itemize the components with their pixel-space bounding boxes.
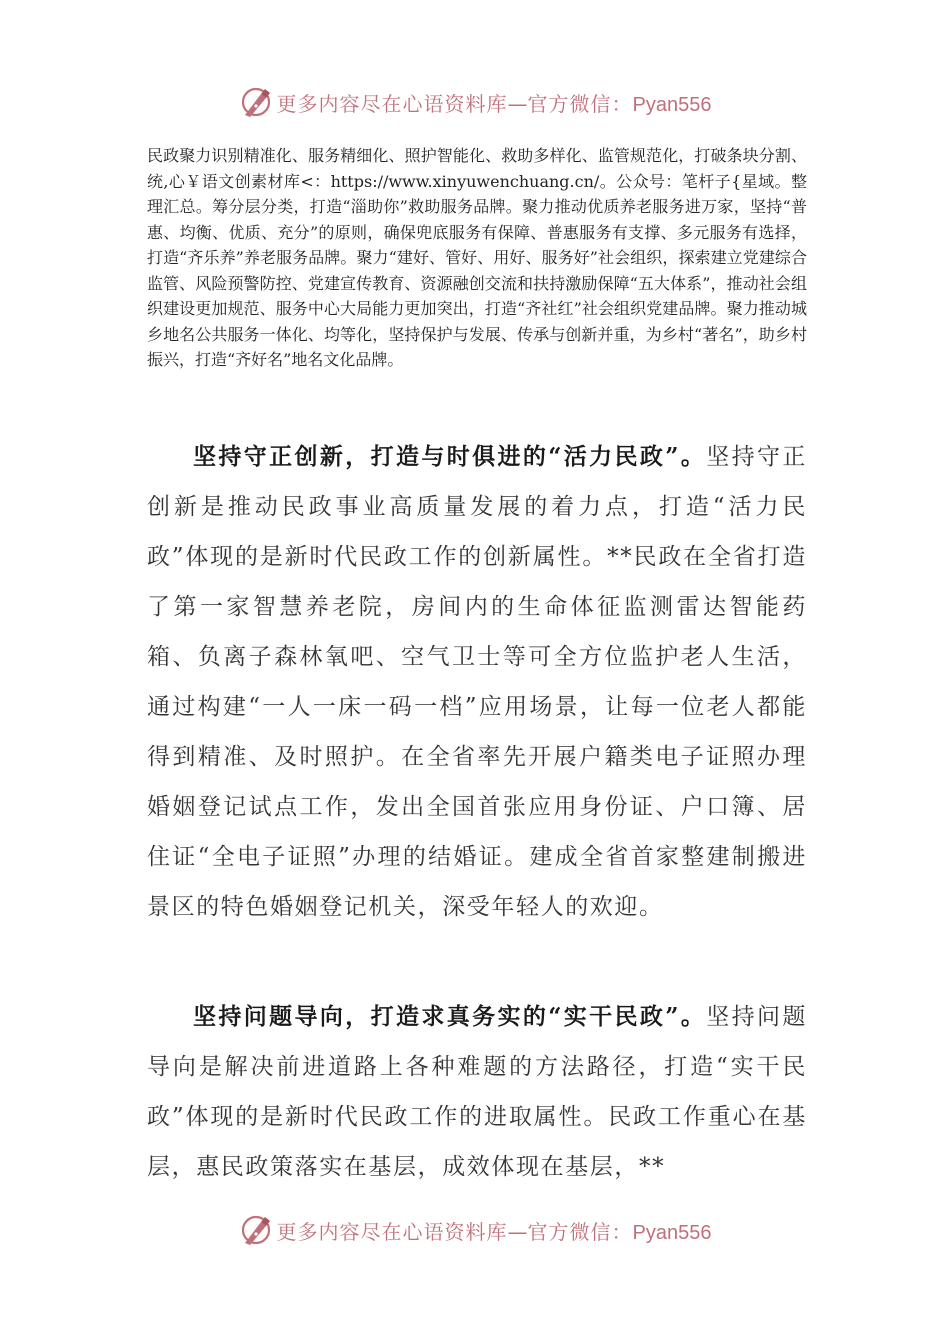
paragraph-practical xyxy=(147,992,807,1192)
paragraph-body: 坚持守正创新是推动民政事业高质量发展的着力点，打造“活力民政”体现的是新时代民政工作的创新属性。**民政在全省打造了第一家智慧养老院，房间内的生命体征监测雷达智能药箱、负离子森林氧吧、空气卫士等可全方位监护老人生活，通过构建“一人一床一码一档”应用场景，让每一位老人都能得到精准、及时照护。在全省率先开展户籍类电子证照办理婚姻登记试点工作，发出全国首张应用身份证、户口簿、居住证“全电子证照”办理的结婚证。建成全省首家整建制搬进景区的特色婚姻登记机关，深受年轻人的欢迎。 xyxy=(147,444,807,920)
watermark-text: 更多内容尽在心语资料库—官方微信：Pyan556 xyxy=(276,91,712,116)
watermark-text: 更多内容尽在心语资料库—官方微信：Pyan556 xyxy=(276,1219,712,1244)
paragraph-intro: 民政聚力识别精准化、服务精细化、照护智能化、救助多样化、监管规范化，打破条块分割、统,心￥语文创素材库<：https://www.xinyuwenchuang.cn/。公众号：笔杆子{星域。整理汇总。筹分层分类，打造“淄助你”救助服务品牌。聚力推动优质养老服务进万家，坚持“普惠、均衡、优质、充分”的原则，确保兜底服务有保障、普惠服务有支撑、多元服务有选择，打造“齐乐养”养老服务品牌。聚力“建好、管好、用好、服务好”社会组织，探索建立党建综合监管、风险预警防控、党建宣传教育、资源融创交流和扶持激励保障“五大体系”，推动社会组织建设更加规范、服务中心大局能力更加突出，打造“齐社红”社会组织党建品牌。聚力推动城乡地名公共服务一体化、均等化，坚持保护与发展、传承与创新并重，为乡村“著名”，助乡村振兴，打造“齐好名”地名文化品牌。 xyxy=(147,146,807,369)
paragraph-heading: 坚持守正创新，打造与时俱进的“活力民政”。 xyxy=(193,443,707,470)
pen-nib-logo-icon xyxy=(239,85,273,119)
wechat-id: Pyan556 xyxy=(632,93,712,116)
wechat-id: Pyan556 xyxy=(632,1221,712,1244)
paragraph-heading: 坚持问题导向，打造求真务实的“实干民政”。 xyxy=(193,1003,707,1030)
paragraph-body: 坚持问题导向是解决前进道路上各种难题的方法路径，打造“实干民政”体现的是新时代民政工作的进取属性。民政工作重心在基层，惠民政策落实在基层，成效体现在基层，** xyxy=(147,1004,807,1180)
footer-watermark xyxy=(0,1210,950,1250)
paragraph-vitality xyxy=(147,432,807,932)
header-watermark xyxy=(0,82,950,122)
pen-nib-logo-icon xyxy=(239,1213,273,1247)
